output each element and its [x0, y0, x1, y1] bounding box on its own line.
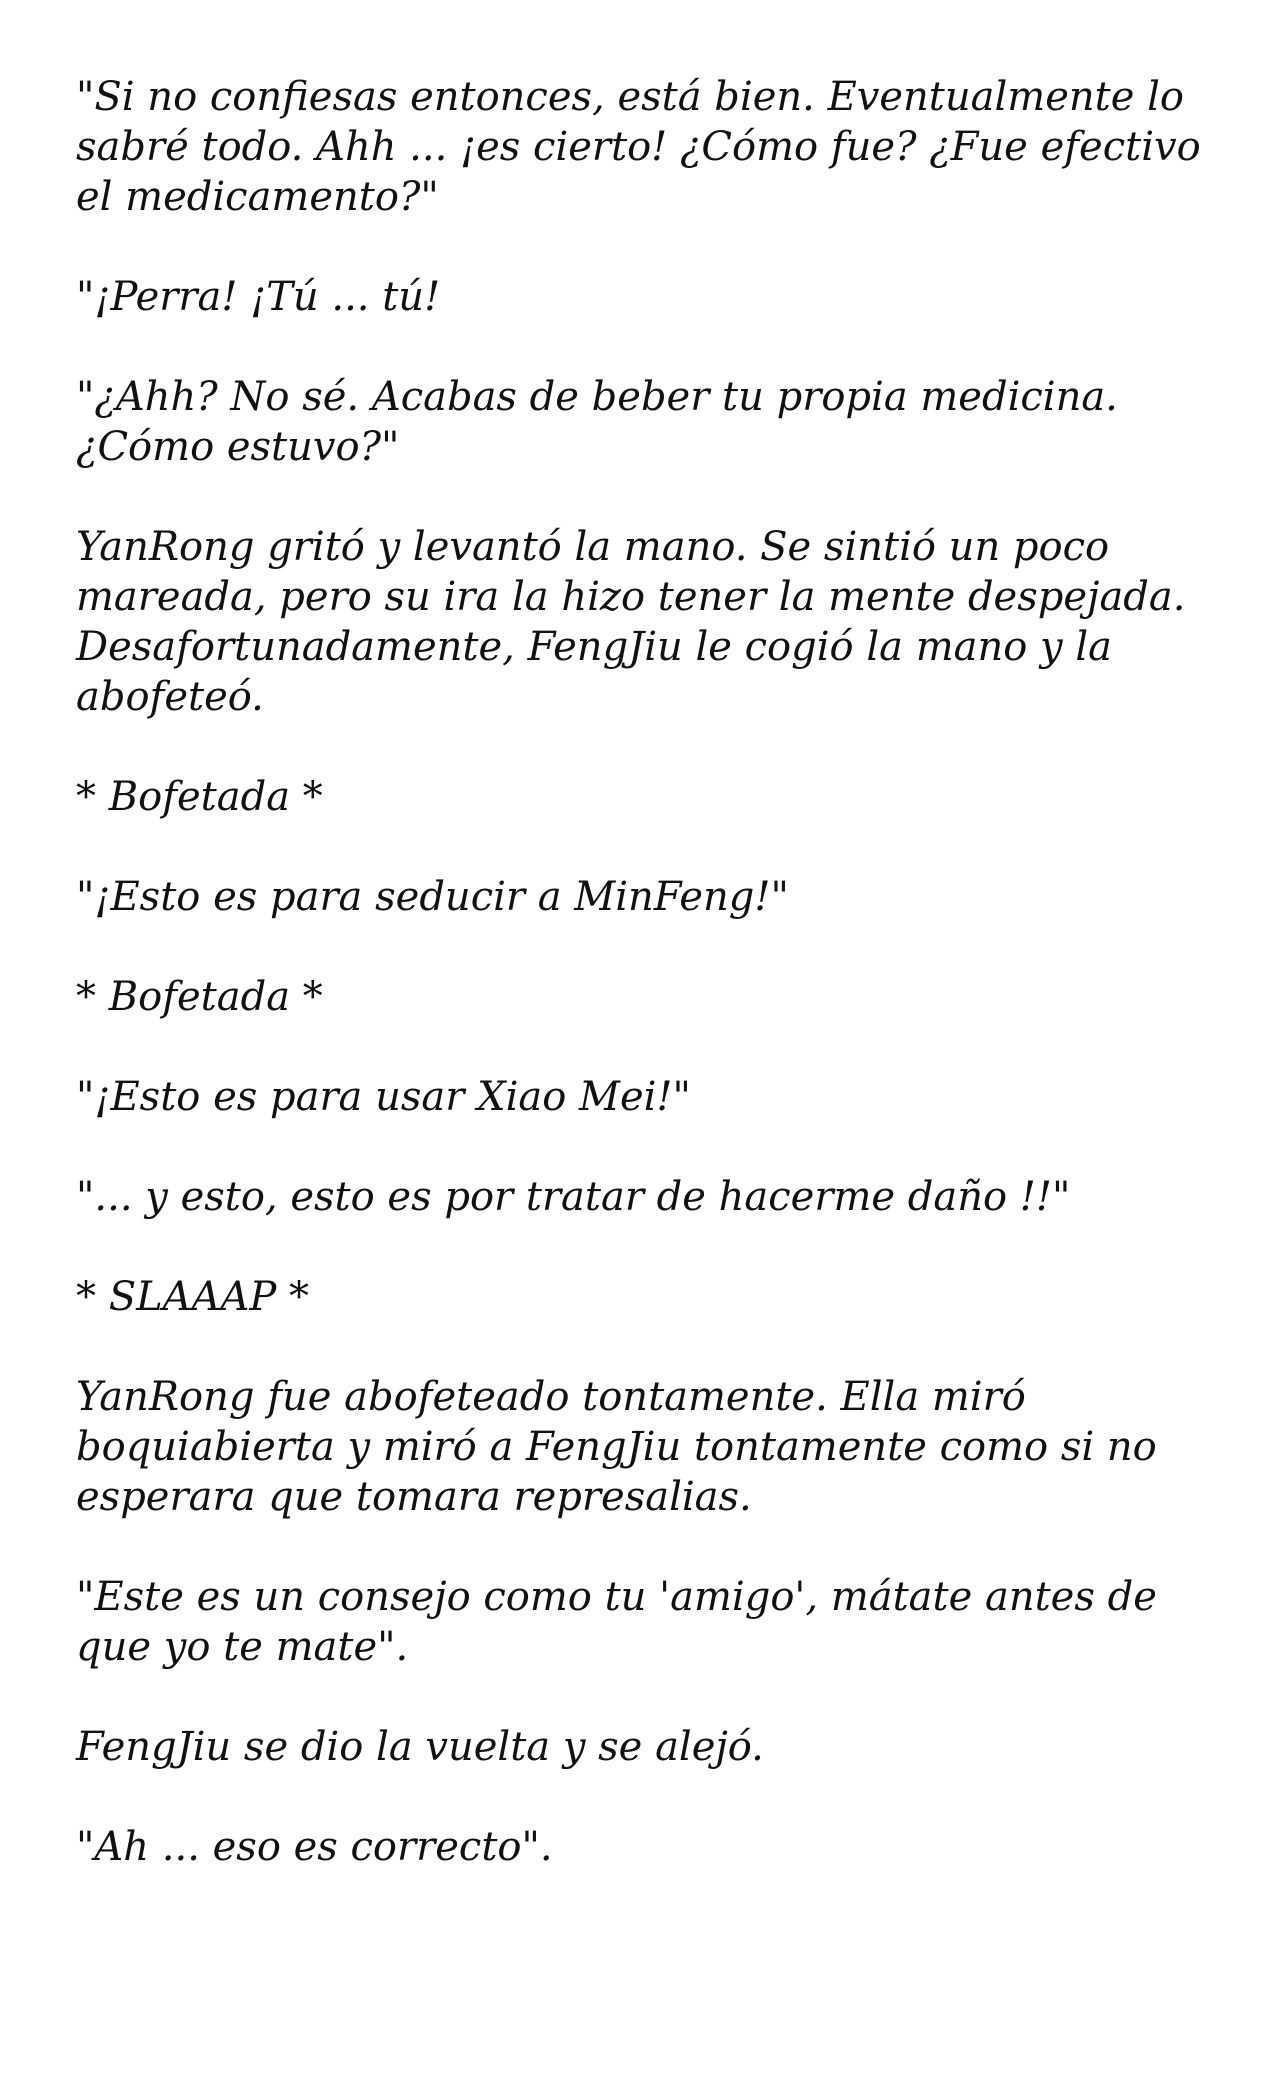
paragraph-7: * Bofetada *	[76, 974, 323, 1020]
paragraph-1: "Si no confiesas entonces, está bien. Eventualmente lo sabré todo. Ahh ... ¡es cierto! ¿Cómo fue? ¿Fue efectivo el medicamento?"	[76, 74, 1201, 220]
paragraph-10: * SLAAAP *	[76, 1274, 309, 1320]
paragraph-6: "¡Esto es para seducir a MinFeng!"	[76, 874, 789, 920]
paragraph-13: FengJiu se dio la vuelta y se alejó.	[76, 1724, 764, 1770]
paragraph-14: "Ah ... eso es correcto".	[76, 1824, 553, 1870]
paragraph-11: YanRong fue abofeteado tontamente. Ella miró boquiabierta y miró a FengJiu tontamente como si no esperara que tomara represalias.	[76, 1374, 1157, 1520]
paragraph-3: "¿Ahh? No sé. Acabas de beber tu propia medicina. ¿Cómo estuvo?"	[76, 374, 1118, 470]
paragraph-5: * Bofetada *	[76, 774, 323, 820]
paragraph-2: "¡Perra! ¡Tú ... tú!	[76, 274, 441, 320]
paragraph-8: "¡Esto es para usar Xiao Mei!"	[76, 1074, 691, 1120]
paragraph-9: "... y esto, esto es por tratar de hacerme daño !!"	[76, 1174, 1071, 1220]
paragraph-4: YanRong gritó y levantó la mano. Se sintió un poco mareada, pero su ira la hizo tener la mente despejada. Desafortunadamente, FengJiu le cogió la mano y la abofeteó.	[76, 524, 1186, 720]
paragraph-12: "Este es un consejo como tu 'amigo', mátate antes de que yo te mate".	[76, 1574, 1157, 1670]
